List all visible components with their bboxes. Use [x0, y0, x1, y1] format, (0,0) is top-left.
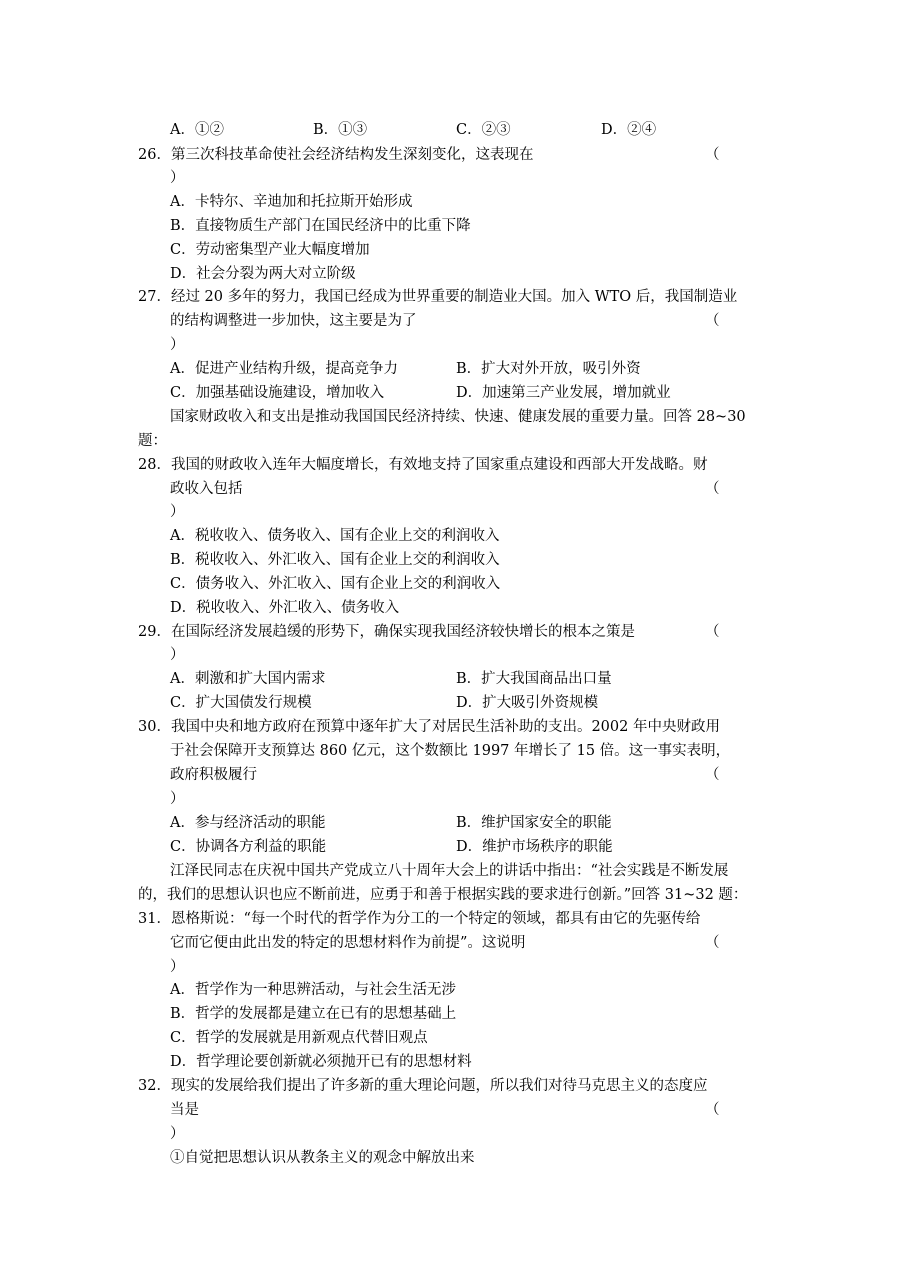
q28-stem-line1: 28．我国的财政收入连年大幅度增长，有效地支持了国家重点建设和西部大开发战略。财: [138, 457, 708, 473]
q25-option-c: C．②③: [456, 122, 511, 138]
q28-option-d: D．税收收入、外汇收入、债务收入: [170, 600, 400, 616]
q31-option-b: B．哲学的发展都是建立在已有的思想基础上: [170, 1006, 457, 1022]
intro-28-30-line2: 题：: [138, 433, 167, 449]
q32-stem-line1: 32．现实的发展给我们提出了许多新的重大理论问题，所以我们对待马克思主义的态度应: [138, 1078, 708, 1094]
q29-paren-open: （: [705, 624, 720, 640]
q27-option-c: C．加强基础设施建设，增加收入: [170, 385, 385, 401]
q26-option-d: D．社会分裂为两大对立阶级: [170, 266, 356, 282]
q27-stem-line1: 27．经过 20 多年的努力，我国已经成为世界重要的制造业大国。加入 WTO 后，我国制造业: [138, 289, 738, 305]
q32-item-1: ①自觉把思想认识从教条主义的观念中解放出来: [170, 1150, 475, 1166]
q26-paren-close: ）: [170, 170, 185, 186]
q31-option-d: D．哲学理论要创新就必须抛开已有的思想材料: [170, 1054, 472, 1070]
q30-paren-open: （: [705, 767, 720, 783]
q27-stem-line2: 的结构调整进一步加快，这主要是为了: [170, 313, 417, 329]
q27-option-d: D．加速第三产业发展，增加就业: [456, 385, 671, 401]
q25-option-a: A．①②: [170, 122, 224, 138]
q31-stem-line1: 31．恩格斯说：“每一个时代的哲学作为分工的一个特定的领域，都具有由它的先驱传给: [138, 911, 701, 927]
q29-option-d: D．扩大吸引外资规模: [456, 695, 599, 711]
q30-paren-close: ）: [170, 791, 185, 807]
q27-option-a: A．促进产业结构升级，提高竞争力: [170, 361, 398, 377]
intro-31-32-line1: 江泽民同志在庆祝中国共产党成立八十周年大会上的讲话中指出：“社会实践是不断发展: [170, 863, 729, 879]
q30-stem-line2: 于社会保障开支预算达 860 亿元，这个数额比 1997 年增长了 15 倍。这一事实表明，: [170, 743, 731, 759]
q27-paren-open: （: [705, 313, 720, 329]
q32-paren-open: （: [705, 1102, 720, 1118]
q30-option-b: B．维护国家安全的职能: [456, 815, 612, 831]
q29-option-c: C．扩大国债发行规模: [170, 695, 312, 711]
q25-option-d: D．②④: [601, 122, 657, 138]
q30-stem-line3: 政府积极履行: [170, 767, 257, 783]
q30-option-d: D．维护市场秩序的职能: [456, 839, 613, 855]
q32-paren-close: ）: [170, 1126, 185, 1142]
q32-stem-line2: 当是: [170, 1102, 199, 1118]
q29-paren-close: ）: [170, 647, 185, 663]
q29-stem: 29．在国际经济发展趋缓的形势下，确保实现我国经济较快增长的根本之策是: [138, 624, 635, 640]
q30-option-c: C．协调各方利益的职能: [170, 839, 327, 855]
q25-option-b: B．①③: [313, 122, 368, 138]
q31-option-c: C．哲学的发展就是用新观点代替旧观点: [170, 1030, 428, 1046]
q27-option-b: B．扩大对外开放，吸引外资: [456, 361, 641, 377]
q28-option-c: C．债务收入、外汇收入、国有企业上交的利润收入: [170, 576, 501, 592]
q26-option-a: A．卡特尔、辛迪加和托拉斯开始形成: [170, 194, 413, 210]
q28-paren-open: （: [705, 481, 720, 497]
q30-option-a: A．参与经济活动的职能: [170, 815, 326, 831]
q28-option-b: B．税收收入、外汇收入、国有企业上交的利润收入: [170, 552, 500, 568]
q26-paren-open: （: [705, 147, 720, 163]
q29-option-b: B．扩大我国商品出口量: [456, 671, 612, 687]
intro-31-32-line2: 的，我们的思想认识也应不断前进，应勇于和善于根据实践的要求进行创新。”回答 31~32 题：: [138, 887, 748, 903]
q28-stem-line2: 政收入包括: [170, 481, 243, 497]
q27-paren-close: ）: [170, 337, 185, 353]
intro-28-30-line1: 国家财政收入和支出是推动我国国民经济持续、快速、健康发展的重要力量。回答 28~30: [170, 409, 746, 425]
q28-paren-close: ）: [170, 504, 185, 520]
q26-option-c: C．劳动密集型产业大幅度增加: [170, 242, 370, 258]
q31-paren-open: （: [705, 935, 720, 951]
q28-option-a: A．税收收入、债务收入、国有企业上交的利润收入: [170, 528, 500, 544]
q31-option-a: A．哲学作为一种思辨活动，与社会生活无涉: [170, 982, 456, 998]
q26-option-b: B．直接物质生产部门在国民经济中的比重下降: [170, 218, 471, 234]
q31-paren-close: ）: [170, 959, 185, 975]
q30-stem-line1: 30．我国中央和地方政府在预算中逐年扩大了对居民生活补助的支出。2002 年中央财政用: [138, 719, 720, 735]
q31-stem-line2: 它而它便由此出发的特定的思想材料作为前提”。这说明: [170, 935, 526, 951]
q29-option-a: A．刺激和扩大国内需求: [170, 671, 326, 687]
q26-stem: 26．第三次科技革命使社会经济结构发生深刻变化，这表现在: [138, 147, 534, 163]
